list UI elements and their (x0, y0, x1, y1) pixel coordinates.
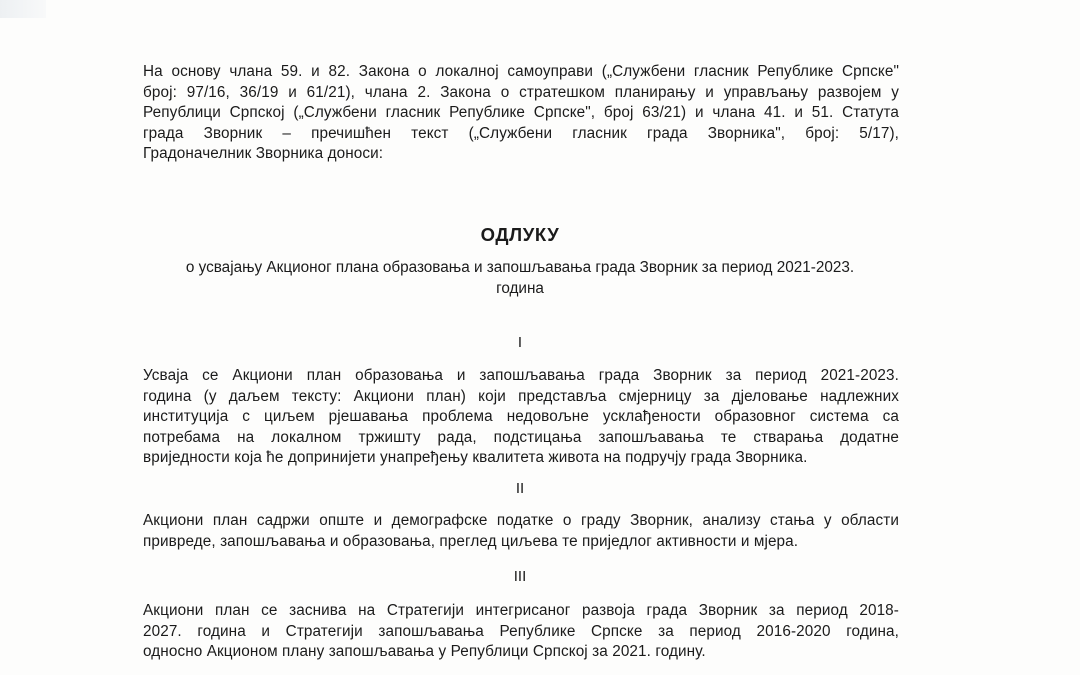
preamble-line: града Зворник – пречишћен текст („Службени гласник града Зворника", број: 5/17), (143, 124, 899, 142)
article-line: привреде, запошљавања и образовања, преглед циљева те приједлог активности и мјера. (143, 532, 799, 550)
article-line: година (у даљем тексту: Акциони план) који представља смјерницу за дјеловање надлежних (143, 387, 899, 405)
article-line: 2027. година и Стратегији запошљавања Републике Српске за период 2016-2020 година, (143, 622, 899, 640)
article-numeral: III (513, 568, 527, 585)
subtitle-line: година (496, 279, 544, 297)
article-line: односно Акционом плану запошљавања у Републици Српској за 2021. годину. (143, 643, 706, 660)
subtitle-line: о усвајању Акционог плана образовања и запошљавања града Зворник за период 2021-2023. (185, 259, 855, 276)
article-line: Усваја се Акциони план образовања и запошљавања града Зворник за период 2021-2023. (143, 367, 899, 384)
preamble-line: На основу члана 59. и 82. Закона о локалној самоуправи („Службени гласник Републике Српске" (143, 63, 899, 80)
article-line: Акциони план се заснива на Стратегији интегрисаног развоја града Зворник за период 2018- (143, 602, 899, 619)
article-line: институција с циљем рјешавања проблема недовољне усклађености образовног система са (143, 408, 899, 425)
article-paragraph (143, 511, 899, 552)
preamble-line: број: 97/16, 36/19 и 61/21), члана 2. Закона о стратешком планирању и управљању развојем у (143, 83, 899, 101)
scan-artifact (0, 0, 46, 18)
article-line: Акциони план садржи опште и демографске податке о граду Зворник, анализу стања у области (143, 512, 899, 529)
preamble-line: Градоначелник Зворника доноси: (143, 145, 384, 162)
decision-title: ОДЛУКУ (480, 224, 560, 245)
decision-subtitle (120, 258, 920, 299)
article-paragraph (143, 601, 899, 663)
article-line: потребама на локалном тржишту рада, подстицања запошљавања те стварања додатне (143, 428, 899, 446)
preamble-paragraph (143, 62, 899, 165)
article-line: вриједности која ће доприниjети унапређењу квалитета живота на подручју града Зворника. (143, 449, 808, 466)
article-paragraph (143, 366, 899, 469)
article-numeral: I (517, 334, 523, 351)
preamble-line: Републици Српској („Службени гласник Републике Српске", број 63/21) и члана 41. и 51. Статута (143, 104, 899, 121)
article-numeral: II (515, 480, 525, 497)
